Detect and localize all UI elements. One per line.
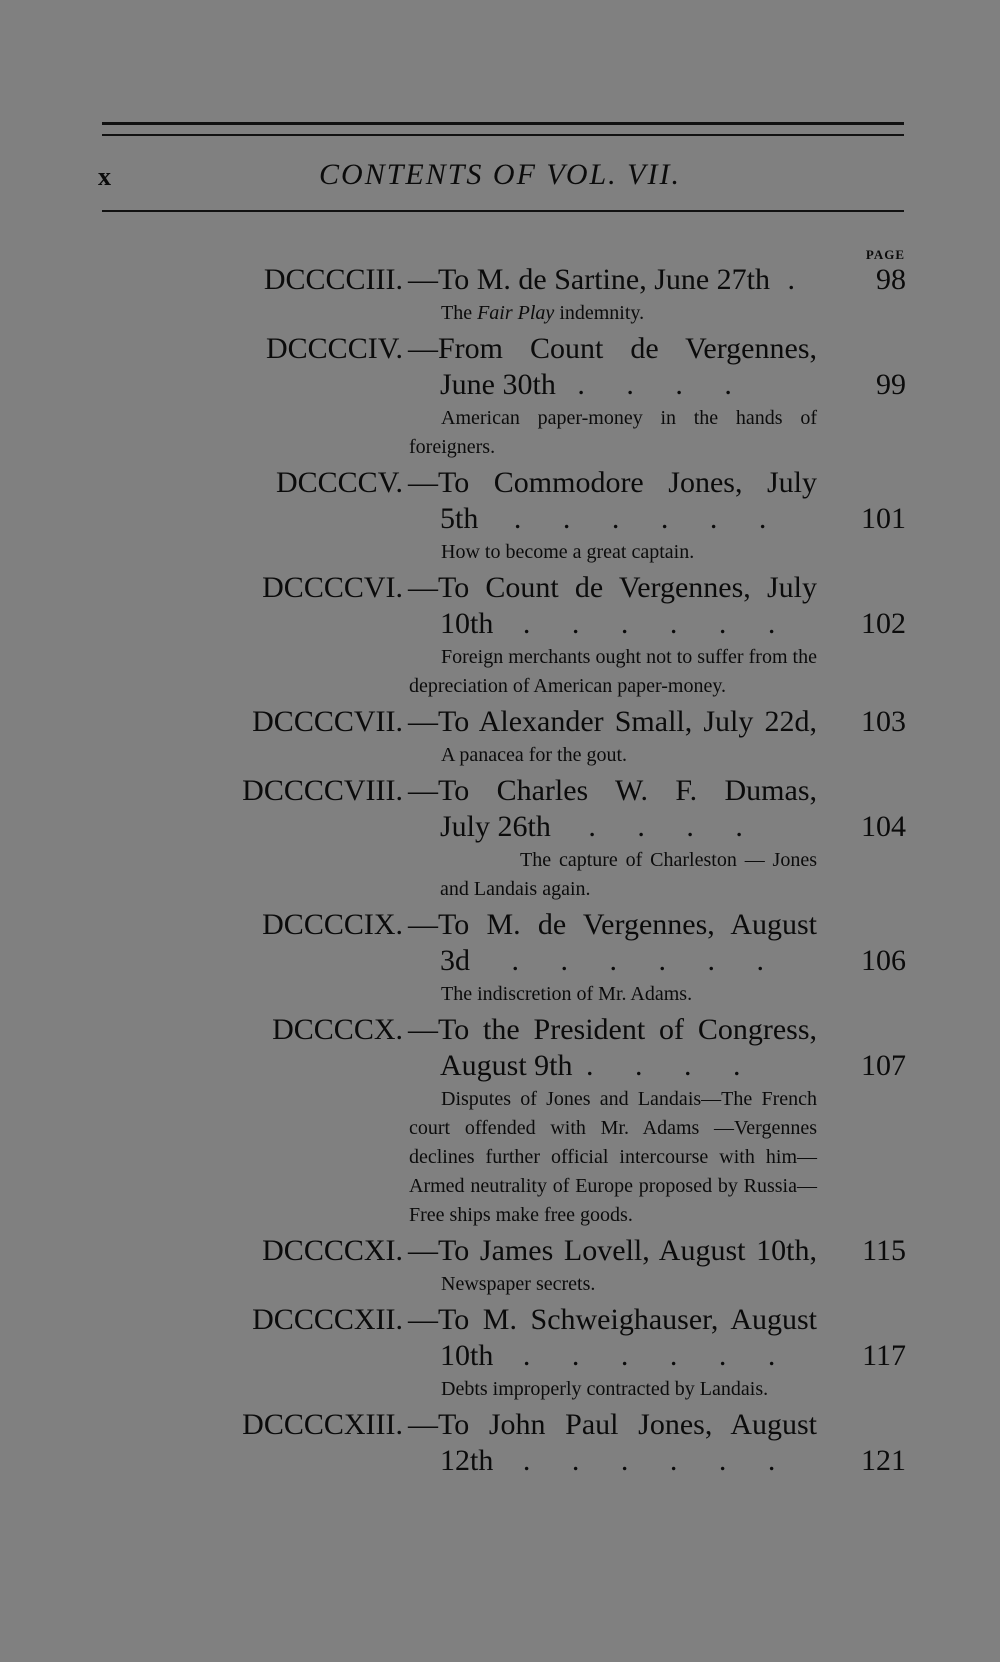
page-number: 117	[862, 1339, 906, 1372]
dot-leaders: . . . .	[586, 1049, 741, 1082]
letter-title: —From Count de Vergennes,	[408, 332, 817, 365]
page-number: 106	[861, 944, 906, 977]
letter-title: —To Commodore Jones, July	[408, 466, 817, 499]
page-number: 104	[861, 810, 906, 843]
letter-number: DCCCCIV.	[266, 332, 403, 365]
letter-summary: How to become a great captain.	[441, 541, 695, 563]
summary-text-pre: The	[441, 302, 478, 324]
letter-summary: A panacea for the gout.	[441, 744, 628, 766]
contents-entry	[0, 704, 1000, 773]
dot-leaders: . . . .	[588, 810, 743, 843]
letter-number: DCCCCIII.	[263, 263, 403, 296]
letter-title-continued: August 9th	[440, 1049, 573, 1082]
contents-entry	[0, 1012, 1000, 1233]
ship-name: Fair Play	[477, 302, 555, 324]
page-number: 103	[861, 705, 906, 738]
letter-title-continued: 3d	[440, 944, 470, 977]
page-number: 101	[861, 502, 906, 535]
contents-entry	[0, 773, 1000, 907]
letter-title: —To John Paul Jones, August	[408, 1408, 817, 1441]
letter-title: —To Count de Vergennes, July	[408, 571, 817, 604]
letter-title-continued: 12th	[440, 1444, 494, 1477]
top-rule-thin	[102, 134, 904, 136]
page-number: 115	[862, 1234, 906, 1267]
letter-summary: American paper-money in the hands of foreigners.	[409, 407, 817, 458]
letter-summary: The Fair Play indemnity.	[441, 302, 645, 324]
running-head: CONTENTS OF VOL. VII.	[319, 158, 681, 191]
letter-number: DCCCCV.	[275, 466, 403, 499]
contents-entry	[0, 262, 1000, 331]
letter-title-continued: 10th	[440, 1339, 494, 1372]
letter-title-continued: 10th	[440, 607, 494, 640]
header-rule	[102, 210, 904, 212]
letter-title: —To Charles W. F. Dumas,	[408, 774, 817, 807]
page-folio: x	[98, 162, 111, 191]
letter-number: DCCCCX.	[272, 1013, 403, 1046]
page-number: 98	[876, 263, 906, 296]
contents-entry	[0, 465, 1000, 570]
contents-entry	[0, 1407, 1000, 1479]
letter-title: —To James Lovell, August 10th,	[408, 1234, 817, 1267]
dot-leaders: . . . . . .	[522, 1339, 776, 1372]
dot-leaders: . . . .	[577, 368, 732, 401]
letter-number: DCCCCXI.	[262, 1234, 403, 1267]
letter-title: —To M. de Vergennes, August	[408, 908, 817, 941]
letter-number: DCCCCVI.	[262, 571, 403, 604]
dot-leaders: . . . . . .	[522, 1444, 776, 1477]
dot-leaders: . . . . . .	[513, 502, 767, 535]
letter-number: DCCCCXII.	[252, 1303, 403, 1336]
contents-entry	[0, 331, 1000, 465]
letter-number: DCCCCVII.	[252, 705, 403, 738]
letter-summary: Debts improperly contracted by Landais.	[441, 1378, 769, 1400]
dot-leaders: . . . . . .	[522, 607, 776, 640]
letter-summary: The indiscretion of Mr. Adams.	[441, 983, 693, 1005]
contents-entry	[0, 907, 1000, 1012]
page-number: 107	[861, 1049, 906, 1082]
letter-number: DCCCCIX.	[262, 908, 403, 941]
letter-title-continued: June 30th	[440, 368, 556, 401]
letter-summary: Newspaper secrets.	[441, 1273, 596, 1295]
letter-title: —To Alexander Small, July 22d,	[408, 705, 817, 738]
letter-summary: Foreign merchants ought not to suffer from the depreciation of American paper-money.	[409, 646, 817, 697]
contents-entry	[0, 1302, 1000, 1407]
letter-summary: The capture of Charleston — Jones and Landais again.	[440, 849, 817, 900]
letter-number: DCCCCVIII.	[242, 774, 403, 807]
page-number: 121	[861, 1444, 906, 1477]
page-column-label: PAGE	[865, 247, 905, 262]
letter-number: DCCCCXIII.	[242, 1408, 403, 1441]
dot-leaders: . . . . . .	[511, 944, 764, 977]
contents-list	[0, 262, 1000, 1479]
contents-entry	[0, 570, 1000, 704]
letter-title: —To M. de Sartine, June 27th	[408, 263, 771, 296]
letter-title: —To the President of Congress,	[408, 1013, 817, 1046]
letter-summary: Disputes of Jones and Landais—The French court offended with Mr. Adams —Vergennes declines further official intercourse with him—Armed neutrality of Europe proposed by Russia—Free ships make free goods.	[409, 1088, 817, 1226]
page-number: 102	[861, 607, 906, 640]
letter-title-continued: July 26th	[440, 810, 551, 843]
letter-title-continued: 5th	[440, 502, 479, 535]
letter-title: —To M. Schweighauser, August	[408, 1303, 817, 1336]
top-rule	[102, 122, 904, 125]
page-number: 99	[876, 368, 906, 401]
dot-leaders: .	[787, 263, 796, 296]
contents-entry	[0, 1233, 1000, 1302]
